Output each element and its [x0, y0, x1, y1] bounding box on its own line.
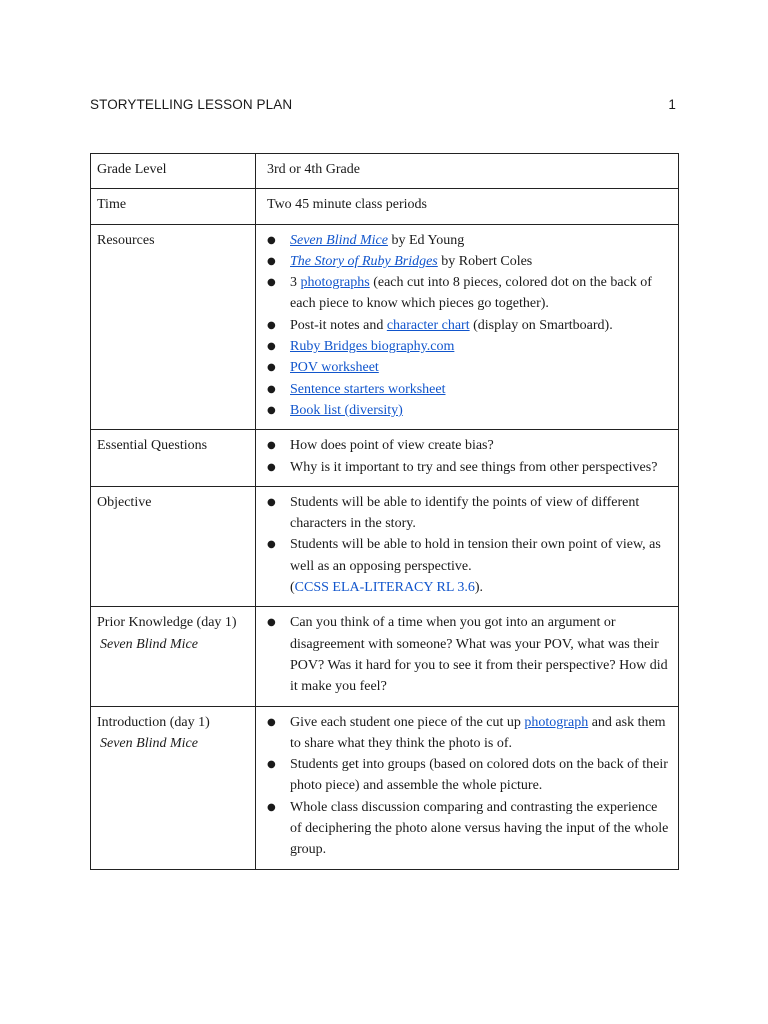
list-item-text: by Robert Coles [437, 253, 533, 269]
row-label-time: Time [91, 189, 256, 224]
row-label-objective: Objective [91, 486, 256, 606]
table-row [91, 224, 679, 430]
character-chart-link[interactable]: character chart [386, 317, 470, 333]
list-item [267, 230, 672, 251]
introduction-label: Introduction (day 1) [97, 714, 210, 730]
ccss-standard-link[interactable]: CCSS ELA-LITERACY RL 3.6 [294, 580, 475, 596]
list-item: ● Whole class discussion comparing and contrasting the experience of deciphering the photo alone versus having the input of the whole group. [267, 797, 672, 861]
table-row [91, 154, 679, 189]
row-label-prior-knowledge [91, 607, 256, 706]
lesson-plan-table [90, 153, 679, 870]
list-item-text: 3 [290, 275, 301, 291]
photograph-link[interactable]: photograph [524, 714, 589, 730]
list-item: ● Can you think of a time when you got into an argument or disagreement with someone? What was your POV, what was their POV? Was it hard for you to see it from their perspective? How did it make you feel? [267, 612, 672, 697]
list-item [267, 357, 672, 378]
table-row [91, 706, 679, 869]
row-label-introduction [91, 706, 256, 869]
list-item [267, 534, 672, 598]
introduction-list [267, 712, 672, 861]
list-item [267, 336, 672, 357]
list-item [267, 379, 672, 400]
ruby-bridges-biography-link[interactable]: Ruby Bridges biography.com [290, 339, 455, 355]
essential-questions-cell [256, 430, 679, 487]
photographs-link[interactable]: photographs [300, 275, 370, 291]
list-item [267, 251, 672, 272]
list-item-text: (each cut into 8 pieces, colored dot on the back of each piece to know which pieces go together). [290, 275, 652, 312]
objective-list [267, 492, 672, 598]
list-item: ● Students get into groups (based on colored dots on the back of their photo piece) and assemble the whole picture. [267, 754, 672, 797]
grade-value: 3rd or 4th Grade [256, 154, 679, 189]
page-header [90, 97, 676, 117]
document-title: STORYTELLING LESSON PLAN [90, 97, 293, 112]
essential-questions-list [267, 435, 672, 478]
table-row [91, 189, 679, 224]
list-item: ● How does point of view create bias? [267, 435, 672, 456]
book-list-link[interactable]: Book list (diversity) [290, 402, 403, 418]
prior-knowledge-label: Prior Knowledge (day 1) [97, 615, 237, 631]
prior-knowledge-list [267, 612, 672, 697]
list-item-text: Students will be able to hold in tension their own point of view, as well as an opposing perspective. [290, 537, 661, 574]
list-item [267, 712, 672, 755]
row-label-grade: Grade Level [91, 154, 256, 189]
paren-close: ). [474, 580, 484, 596]
ruby-bridges-story-link[interactable]: The Story of Ruby Bridges [290, 253, 438, 269]
resources-list [267, 230, 672, 422]
list-item: ● Why is it important to try and see things from other perspectives? [267, 457, 672, 478]
time-value: Two 45 minute class periods [256, 189, 679, 224]
list-item: ● Students will be able to identify the points of view of different characters in the story. [267, 492, 672, 535]
page-number: 1 [668, 97, 676, 112]
list-item [267, 272, 672, 315]
list-item-text: (display on Smartboard). [469, 317, 613, 333]
list-item [267, 400, 672, 421]
list-item-text: Give each student one piece of the cut up [290, 714, 525, 730]
list-item [267, 315, 672, 336]
prior-knowledge-book: Seven Blind Mice [100, 636, 198, 652]
introduction-cell [256, 706, 679, 869]
pov-worksheet-link[interactable]: POV worksheet [290, 360, 379, 376]
row-label-resources: Resources [91, 224, 256, 430]
objective-cell [256, 486, 679, 606]
prior-knowledge-cell [256, 607, 679, 706]
introduction-book: Seven Blind Mice [100, 735, 198, 751]
paren-open: ( [290, 580, 295, 596]
resources-list-cell [256, 224, 679, 430]
list-item-text: Post-it notes and [290, 317, 387, 333]
list-item-text: by Ed Young [387, 232, 465, 248]
row-label-essential-questions: Essential Questions [91, 430, 256, 487]
table-row [91, 486, 679, 606]
seven-blind-mice-link[interactable]: Seven Blind Mice [290, 232, 388, 248]
table-row [91, 430, 679, 487]
list-item-text: and ask them to share what they think the photo is of. [290, 714, 666, 751]
table-row [91, 607, 679, 706]
sentence-starters-worksheet-link[interactable]: Sentence starters worksheet [290, 381, 446, 397]
